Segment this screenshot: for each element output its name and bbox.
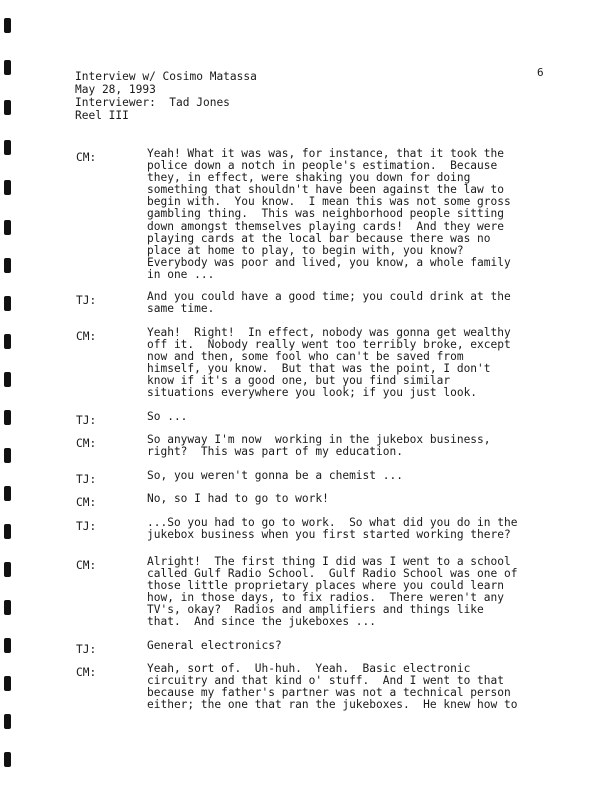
speech-text [147, 493, 567, 505]
speech-line: police down a notch in people's estimation. Because [147, 159, 498, 173]
binder-hole [4, 258, 11, 273]
speech-line: right? This was part of my education. [147, 445, 403, 459]
speech-line: place at home to play, to begin with, you know? [147, 243, 464, 257]
speech-line: now and then, some fool who can't be saved from [147, 350, 464, 364]
speech-line: same time. [147, 302, 215, 316]
binder-hole [4, 100, 11, 115]
binder-hole [4, 140, 11, 155]
binder-hole [4, 220, 11, 235]
speech-text [147, 327, 567, 400]
binder-hole [4, 18, 11, 33]
speech-text [147, 434, 567, 458]
speaker-label: TJ: [76, 294, 97, 307]
speech-text [147, 470, 567, 482]
speech-line: circuitry and that kind o' stuff. And I went to that [147, 674, 504, 688]
binder-hole [4, 676, 11, 691]
speech-line: called Gulf Radio School. Gulf Radio School was one of [147, 567, 518, 581]
speaker-label: TJ: [76, 414, 97, 427]
speech-line: Yeah! What it was was, for instance, that it took the [147, 147, 504, 160]
speech-line: ...So you had to go to work. So what did you do in the [147, 516, 518, 529]
speaker-label: CM: [76, 437, 97, 450]
speech-line: how, in those days, to fix radios. There weren't any [147, 591, 504, 605]
speaker-label: TJ: [76, 643, 97, 656]
speech-line: Alright! The first thing I did was I went to a school [147, 555, 511, 568]
speaker-label: TJ: [76, 520, 97, 533]
speech-text [147, 517, 567, 541]
binder-hole [4, 600, 11, 615]
binder-hole [4, 296, 11, 311]
speech-line: they, in effect, were shaking you down for doing [147, 171, 471, 185]
speech-line: because my father's partner was not a technical person [147, 686, 511, 700]
speech-text [147, 148, 567, 281]
binder-hole [4, 180, 11, 195]
binder-hole [4, 752, 11, 767]
speech-line: himself, you know. But that was the point, I don't [147, 362, 491, 376]
speech-line: begin with. You know. I mean this was not some gross [147, 195, 511, 209]
speech-text [147, 411, 567, 423]
speech-text [147, 291, 567, 315]
binder-hole [4, 410, 11, 425]
speech-line: something that shouldn't have been against the law to [147, 183, 504, 197]
transcript-header [75, 70, 257, 122]
speech-line: in one ... [147, 267, 215, 281]
speech-text [147, 556, 567, 629]
binder-hole [4, 562, 11, 577]
header-reel: Reel III [75, 109, 129, 122]
binder-hole [4, 448, 11, 463]
speech-line: those little proprietary places where you could learn [147, 579, 504, 593]
speaker-label: CM: [76, 330, 97, 343]
speech-line: And you could have a good time; you could drink at the [147, 290, 511, 303]
binder-hole-strip [0, 0, 20, 792]
binder-hole [4, 372, 11, 387]
speech-line: So anyway I'm now working in the jukebox business, [147, 433, 491, 446]
speech-text [147, 663, 567, 711]
speech-line: Yeah! Right! In effect, nobody was gonna get wealthy [147, 326, 511, 339]
speech-line: jukebox business when you first started working there? [147, 528, 511, 542]
speaker-label: CM: [76, 151, 97, 164]
speech-line: that. And since the jukeboxes ... [147, 615, 377, 629]
speech-text [147, 640, 567, 652]
header-interviewer: Interviewer: Tad Jones [75, 96, 230, 109]
speech-line: off it. Nobody really went too terribly broke, except [147, 338, 511, 352]
binder-hole [4, 60, 11, 75]
binder-hole [4, 714, 11, 729]
header-date: May 28, 1993 [75, 83, 156, 96]
binder-hole [4, 638, 11, 653]
speech-line: Everybody was poor and lived, you know, a whole family [147, 255, 511, 269]
speech-line: Yeah, sort of. Uh-huh. Yeah. Basic electronic [147, 662, 471, 675]
speech-line: So, you weren't gonna be a chemist ... [147, 469, 403, 482]
speech-line: down amongst themselves playing cards! And they were [147, 219, 504, 233]
speech-line: TV's, okay? Radios and amplifiers and things like [147, 603, 484, 617]
speaker-label: CM: [76, 666, 97, 679]
binder-hole [4, 334, 11, 349]
header-title: Interview w/ Cosimo Matassa [75, 70, 257, 83]
speech-line: So ... [147, 410, 188, 423]
speech-line: playing cards at the local bar because there was no [147, 231, 491, 245]
page-number: 6 [537, 66, 544, 79]
speech-line: situations everywhere you look; if you just look. [147, 386, 478, 400]
speech-line: either; the one that ran the jukeboxes. He knew how to [147, 698, 518, 712]
binder-hole [4, 524, 11, 539]
speaker-label: CM: [76, 559, 97, 572]
speech-line: know if it's a good one, but you find similar [147, 374, 451, 388]
speaker-label: CM: [76, 496, 97, 509]
binder-hole [4, 486, 11, 501]
speaker-label: TJ: [76, 473, 97, 486]
speech-line: General electronics? [147, 639, 282, 652]
speech-line: No, so I had to go to work! [147, 492, 329, 505]
speech-line: gambling thing. This was neighborhood people sitting [147, 207, 504, 221]
